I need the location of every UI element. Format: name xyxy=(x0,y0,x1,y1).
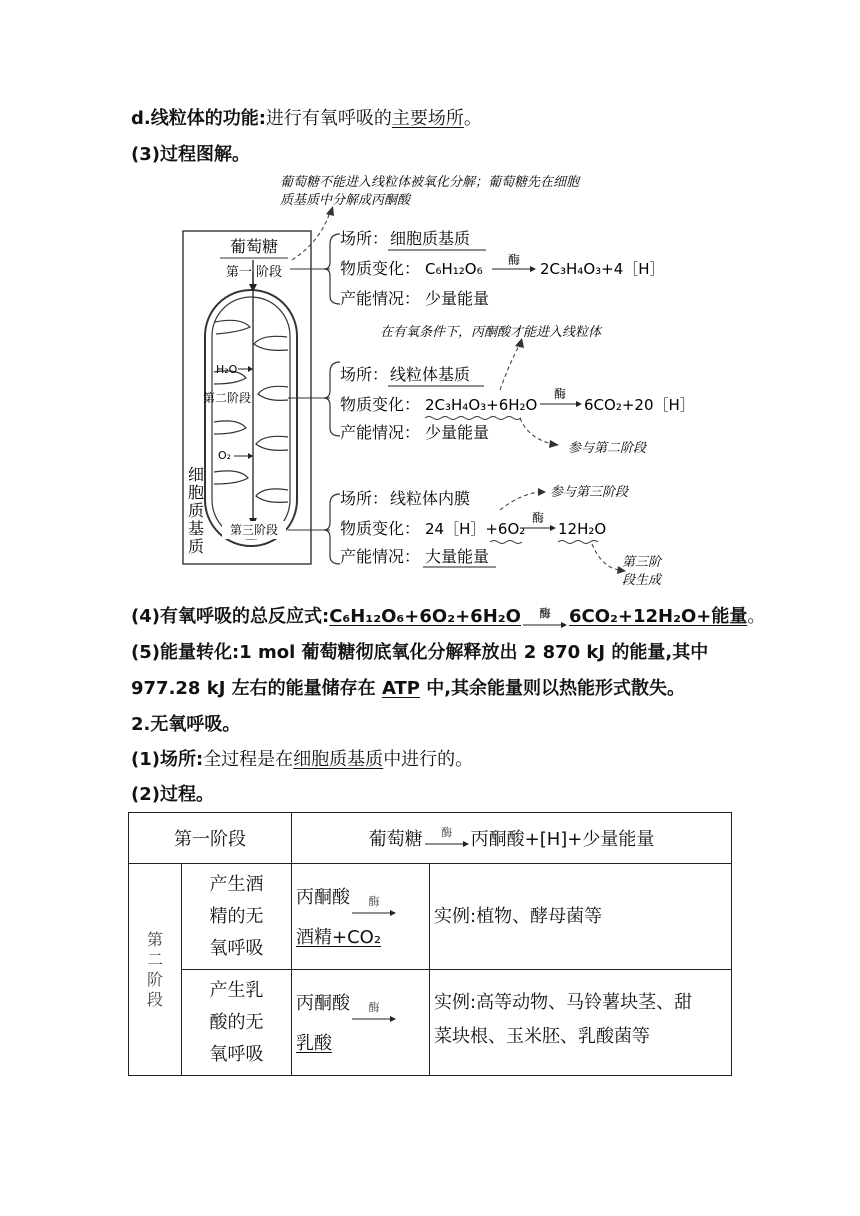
svg-text:少量能量: 少量能量 xyxy=(425,423,490,442)
svg-text:6CO₂+20［H］: 6CO₂+20［H］ xyxy=(584,396,695,414)
svg-text:产能情况：: 产能情况： xyxy=(340,289,421,308)
note-top-1: 葡萄糖不能进入线粒体被氧化分解；葡萄糖先在细胞 xyxy=(280,175,580,190)
svg-text:2C₃H₄O₃+4［H］: 2C₃H₄O₃+4［H］ xyxy=(540,260,665,278)
note-stage3: 参与第三阶段 xyxy=(550,485,629,500)
svg-text:场所：: 场所： xyxy=(340,229,389,248)
svg-text:物质变化：: 物质变化： xyxy=(340,259,421,278)
para-anaerobic-place: (1)场所:全过程是在细胞质基质中进行的。 xyxy=(131,749,474,770)
svg-text:产能情况：: 产能情况： xyxy=(340,423,421,442)
stage1-label: 第一 阶段 xyxy=(225,265,283,280)
table-row-alcohol-example: 实例:植物、酵母菌等 xyxy=(429,863,732,970)
para-d-text: 进行有氧呼吸的 xyxy=(265,108,392,129)
table-stage2-label: 第 二 阶 段 xyxy=(128,863,182,1076)
anaerobic-place-key: 细胞质基质 xyxy=(293,749,384,770)
table-stage1-label: 第一阶段 xyxy=(128,812,292,864)
svg-text:2C₃H₄O₃+6H₂O: 2C₃H₄O₃+6H₂O xyxy=(425,396,538,414)
para-energy-line2: 977.28 kJ 左右的能量储存在 ATP 中,其余能量则以热能形式散失。 xyxy=(131,678,686,699)
svg-text:场所：: 场所： xyxy=(340,365,389,384)
para-d-end: 。 xyxy=(463,108,482,129)
table-row-lactic-example: 实例:高等动物、马铃薯块茎、甜 菜块根、玉米胚、乳酸菌等 xyxy=(429,969,732,1076)
cristae xyxy=(214,320,288,502)
total-eq-arrow: 酶 xyxy=(523,608,567,630)
anaerobic-table xyxy=(128,812,732,1076)
note-top-2: 质基质中分解成丙酮酸 xyxy=(280,193,411,208)
svg-text:物质变化：: 物质变化： xyxy=(340,519,421,538)
svg-text:24［H］+6O₂: 24［H］+6O₂ xyxy=(425,520,526,538)
svg-text:少量能量: 少量能量 xyxy=(425,289,490,308)
svg-text:12H₂O: 12H₂O xyxy=(558,520,607,538)
svg-text:酶: 酶 xyxy=(531,511,545,525)
svg-text:线粒体内膜: 线粒体内膜 xyxy=(390,489,471,508)
svg-text:酶: 酶 xyxy=(553,387,567,401)
h2o-input: H₂O xyxy=(216,363,238,376)
o2-input: O₂ xyxy=(218,449,232,462)
note-stage3-gen-1: 第三阶 xyxy=(622,555,662,570)
stage2-info xyxy=(340,365,695,442)
svg-text:C₆H₁₂O₆: C₆H₁₂O₆ xyxy=(425,260,483,278)
svg-text:细胞质基质: 细胞质基质 xyxy=(390,229,471,248)
table-row-lactic-equation: 丙酮酸 酶 乳酸 xyxy=(291,969,430,1076)
para-mito-function xyxy=(131,106,482,132)
note-stage3-gen-2: 段生成 xyxy=(622,573,662,588)
stage3-info xyxy=(340,489,606,567)
heading-process-diagram: (3)过程图解。 xyxy=(131,144,250,165)
para-energy-line1: (5)能量转化:1 mol 葡萄糖彻底氧化分解释放出 2 870 kJ 的能量,其中 xyxy=(131,642,709,663)
table-row-alcohol-type: 产生酒 精的无 氧呼吸 xyxy=(181,863,292,970)
heading-anaerobic: 2.无氧呼吸。 xyxy=(131,714,241,735)
svg-text:细: 细 xyxy=(187,465,205,484)
glucose-label: 葡萄糖 xyxy=(229,237,279,256)
heading-anaerobic-process: (2)过程。 xyxy=(131,784,214,805)
respiration-diagram xyxy=(180,172,740,590)
cytoplasm-label xyxy=(188,465,204,556)
para-d-key: 主要场所 xyxy=(391,108,464,129)
total-eq-reactant: C₆H₁₂O₆+6O₂+6H₂O xyxy=(329,606,521,627)
table-stage1-equation: 葡萄糖 酶 丙酮酸+[H]+少量能量 xyxy=(291,812,732,864)
svg-text:质: 质 xyxy=(187,537,205,556)
svg-text:场所：: 场所： xyxy=(340,489,389,508)
svg-text:酶: 酶 xyxy=(507,253,521,267)
svg-text:胞: 胞 xyxy=(187,483,205,502)
para-d-prefix: d.线粒体的功能: xyxy=(131,108,266,129)
mitochondrion-outer xyxy=(202,290,297,546)
svg-text:大量能量: 大量能量 xyxy=(425,547,490,566)
svg-text:基: 基 xyxy=(187,519,205,538)
total-eq-prefix: (4)有氧呼吸的总反应式: xyxy=(131,606,330,627)
note-mid: 在有氧条件下，丙酮酸才能进入线粒体 xyxy=(380,325,602,340)
stage2-label: 第二阶段 xyxy=(202,391,252,405)
note-stage2: 参与第二阶段 xyxy=(568,441,647,456)
svg-text:产能情况：: 产能情况： xyxy=(340,547,421,566)
para-total-equation: (4)有氧呼吸的总反应式:C₆H₁₂O₆+6O₂+6H₂O 酶 6CO₂+12H₂O+能量。 xyxy=(131,604,765,630)
svg-text:质: 质 xyxy=(187,501,205,520)
total-eq-product: 6CO₂+12H₂O+能量 xyxy=(568,606,748,627)
stage3-label: 第三阶段 xyxy=(229,523,279,537)
table-row-lactic-type: 产生乳 酸的无 氧呼吸 xyxy=(181,969,292,1076)
svg-text:线粒体基质: 线粒体基质 xyxy=(390,365,471,384)
svg-text:物质变化：: 物质变化： xyxy=(340,395,421,414)
stage1-info xyxy=(340,229,665,308)
table-row-alcohol-equation: 丙酮酸 酶 酒精+CO₂ xyxy=(291,863,430,970)
atp-key: ATP xyxy=(381,678,420,699)
